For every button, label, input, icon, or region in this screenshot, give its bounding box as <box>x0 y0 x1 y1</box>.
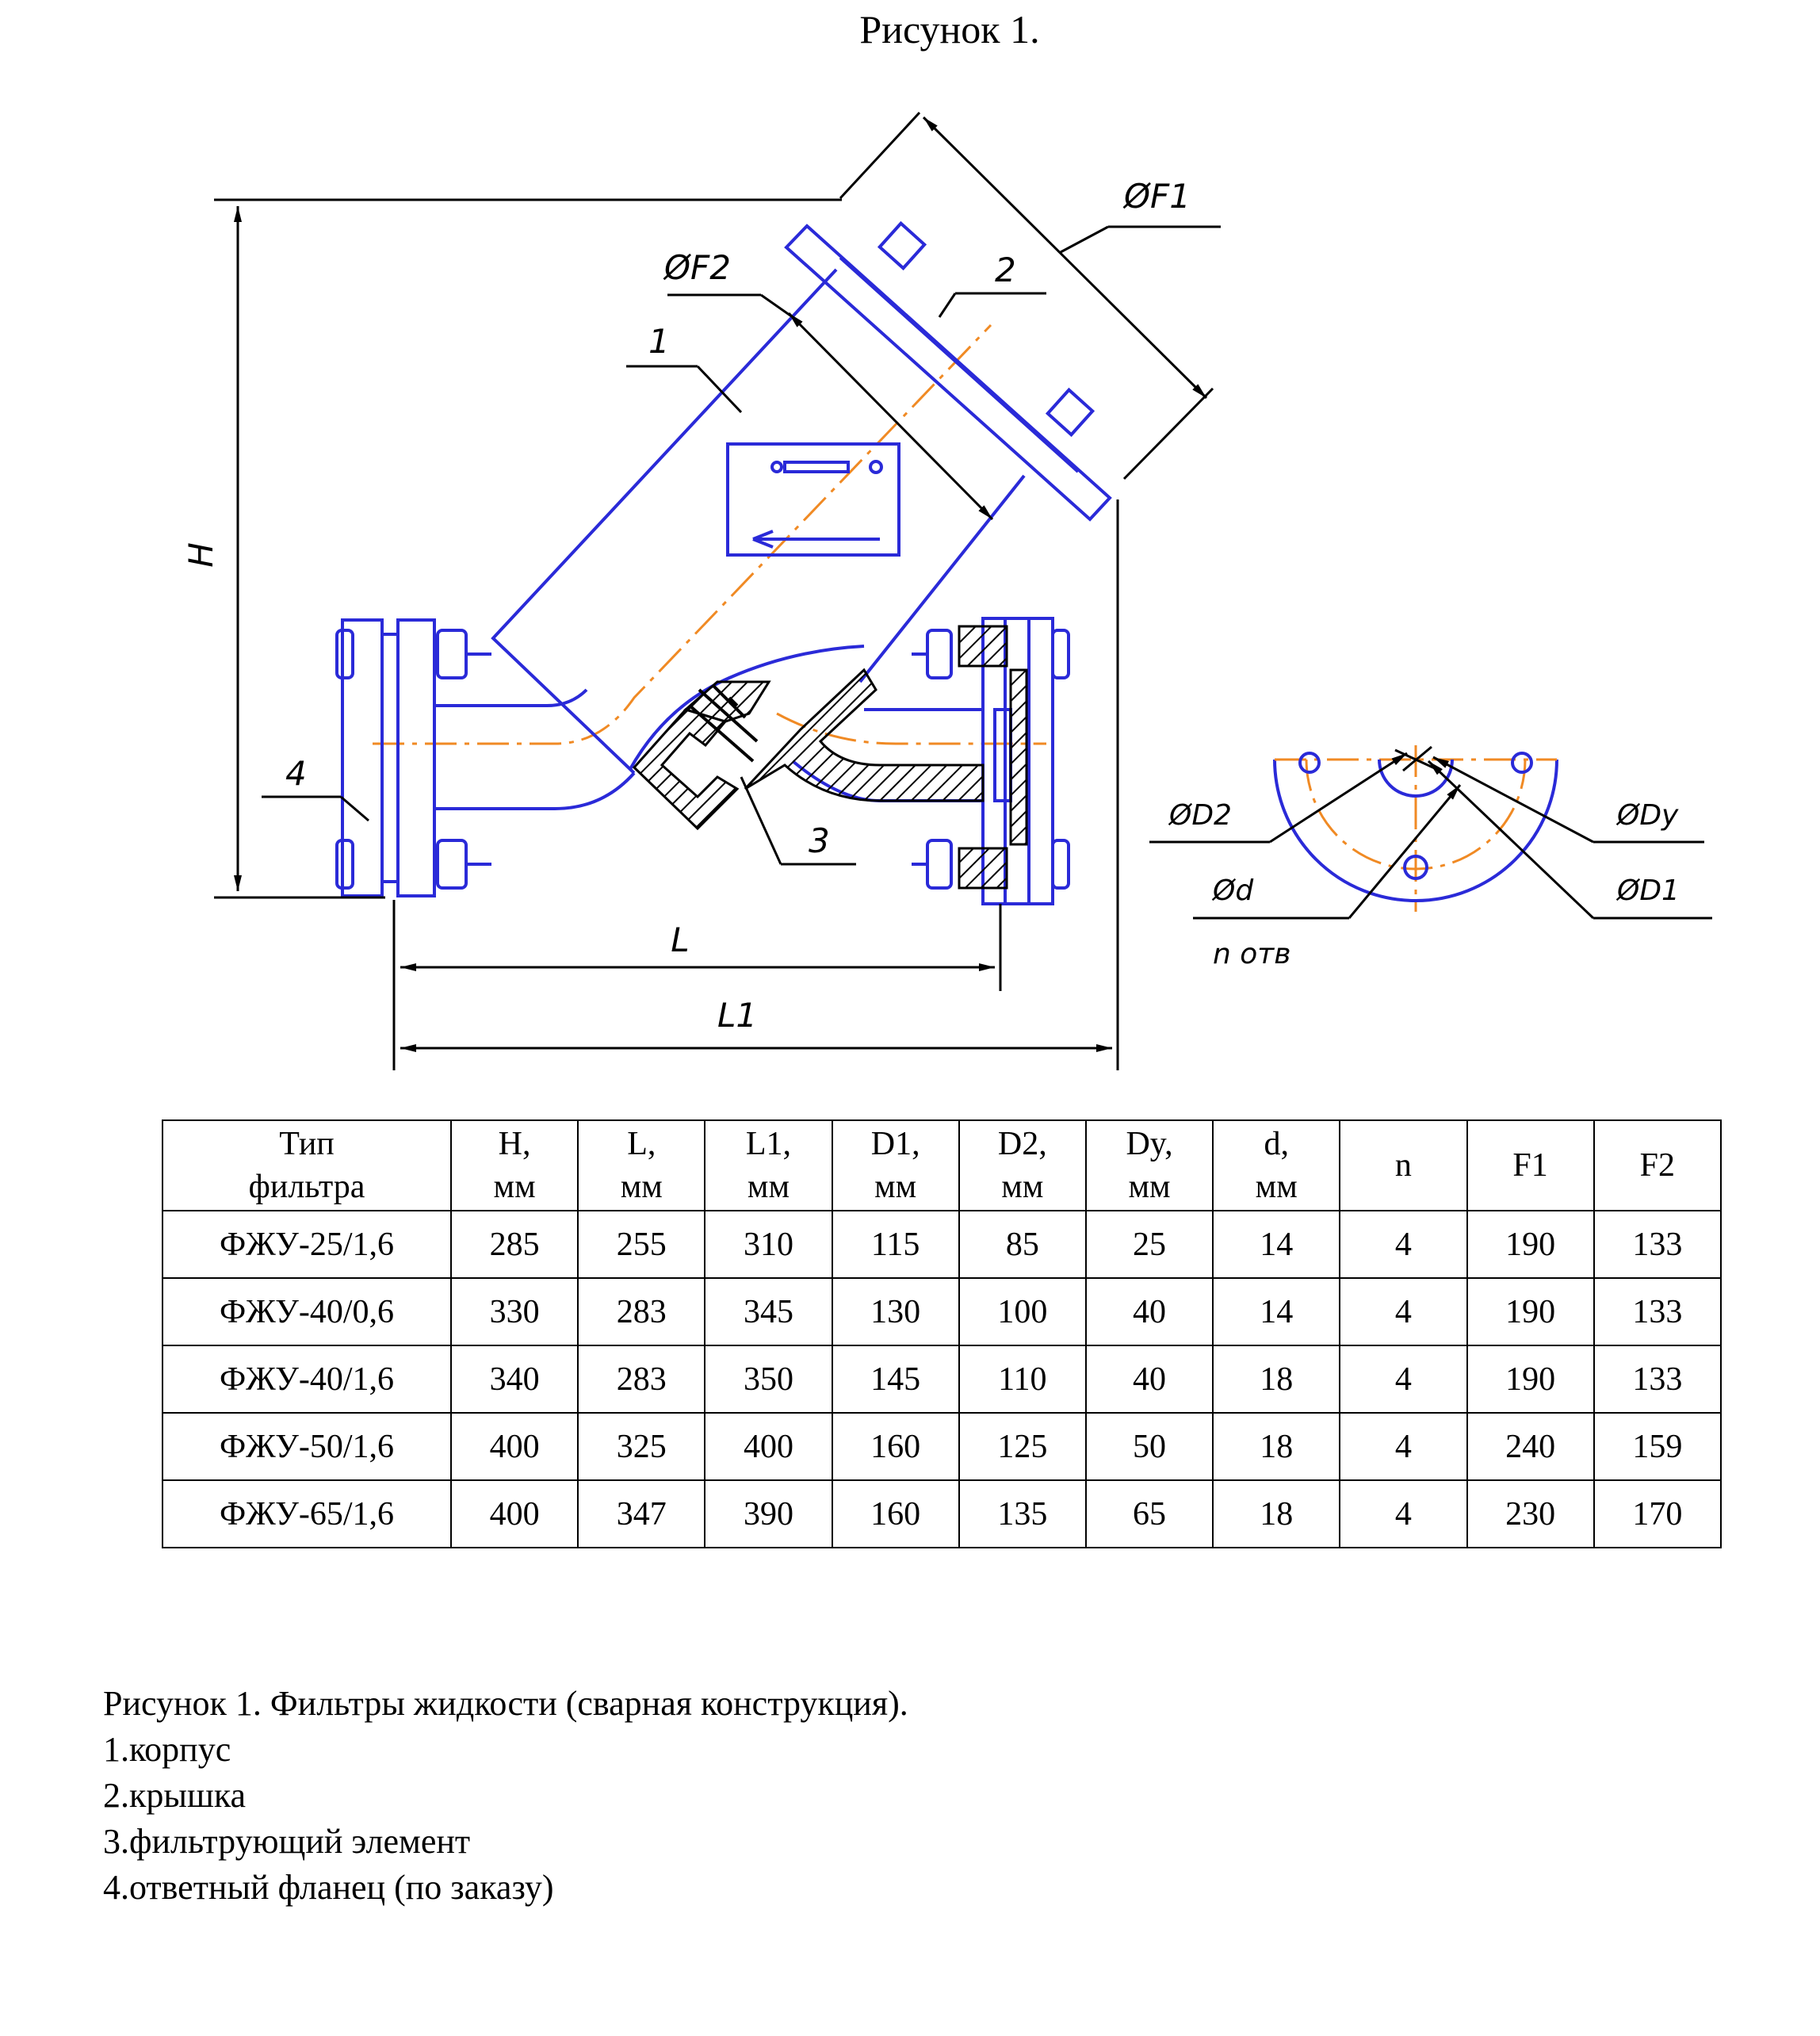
value-cell: 133 <box>1594 1211 1721 1278</box>
value-cell: 50 <box>1086 1413 1213 1480</box>
value-cell: 400 <box>705 1413 832 1480</box>
value-cell: 255 <box>578 1211 705 1278</box>
header-cell <box>959 1120 1086 1211</box>
value-cell: 4 <box>1340 1345 1466 1413</box>
header-cell <box>1594 1120 1721 1211</box>
value-cell: 25 <box>1086 1211 1213 1278</box>
value-cell: 110 <box>959 1345 1086 1413</box>
value-cell: 4 <box>1340 1480 1466 1548</box>
value-cell: 350 <box>705 1345 832 1413</box>
table-body <box>162 1211 1721 1548</box>
section-hatching <box>634 626 1027 888</box>
figure-title: Рисунок 1. <box>859 7 1040 52</box>
caption-item-1: 1.корпус <box>103 1730 231 1769</box>
value-cell: 125 <box>959 1413 1086 1480</box>
dim-label-h: H <box>182 542 220 568</box>
filter-type-cell: ФЖУ-50/1,6 <box>162 1413 451 1480</box>
value-cell: 85 <box>959 1211 1086 1278</box>
value-cell: 190 <box>1467 1278 1594 1345</box>
header-line-1: D1, <box>870 1126 920 1162</box>
header-cell <box>1340 1120 1466 1211</box>
header-line-1: d, <box>1264 1126 1289 1162</box>
header-line-1: F2 <box>1639 1147 1676 1184</box>
value-cell: 14 <box>1213 1211 1340 1278</box>
header-line-1: L, <box>627 1126 656 1162</box>
caption-item-4: 4.ответный фланец (по заказу) <box>103 1868 554 1907</box>
value-cell: 40 <box>1086 1278 1213 1345</box>
table-row <box>162 1480 1721 1548</box>
value-cell: 283 <box>578 1345 705 1413</box>
value-cell: 159 <box>1594 1413 1721 1480</box>
header-line-1: Dy, <box>1126 1126 1173 1162</box>
callout-3: 3 <box>809 821 830 860</box>
header-line-1: H, <box>498 1126 531 1162</box>
header-line-2: мм <box>747 1169 790 1205</box>
flange-detail-view <box>1275 745 1557 912</box>
table-header-row <box>162 1120 1721 1211</box>
value-cell: 133 <box>1594 1278 1721 1345</box>
header-line-2: мм <box>1255 1169 1298 1205</box>
callout-2: 2 <box>995 251 1016 289</box>
dim-label-n: n отв <box>1213 938 1291 970</box>
value-cell: 4 <box>1340 1278 1466 1345</box>
header-cell <box>832 1120 959 1211</box>
dim-label-d2: ØD2 <box>1169 799 1232 832</box>
dim-label-d1: ØD1 <box>1617 874 1680 907</box>
value-cell: 190 <box>1467 1211 1594 1278</box>
filter-type-cell: ФЖУ-65/1,6 <box>162 1480 451 1548</box>
spec-table <box>162 1119 1722 1548</box>
dim-label-l1: L1 <box>717 996 758 1035</box>
dim-label-d: Ød <box>1213 874 1254 907</box>
value-cell: 285 <box>451 1211 578 1278</box>
header-cell <box>451 1120 578 1211</box>
value-cell: 330 <box>451 1278 578 1345</box>
value-cell: 115 <box>832 1211 959 1278</box>
header-line-2: мм <box>493 1169 536 1205</box>
dimension-lines <box>214 113 1712 1070</box>
header-cell <box>1213 1120 1340 1211</box>
header-line-2: мм <box>1128 1169 1171 1205</box>
figure-caption <box>103 1681 908 1911</box>
table-row <box>162 1345 1721 1413</box>
callout-4: 4 <box>285 754 307 793</box>
value-cell: 190 <box>1467 1345 1594 1413</box>
value-cell: 283 <box>578 1278 705 1345</box>
value-cell: 340 <box>451 1345 578 1413</box>
value-cell: 135 <box>959 1480 1086 1548</box>
header-line-1: L1, <box>745 1126 792 1162</box>
value-cell: 160 <box>832 1413 959 1480</box>
value-cell: 230 <box>1467 1480 1594 1548</box>
filter-type-cell: ФЖУ-40/0,6 <box>162 1278 451 1345</box>
header-line-2: мм <box>1001 1169 1044 1205</box>
dim-label-dy: ØDy <box>1617 799 1679 832</box>
value-cell: 18 <box>1213 1345 1340 1413</box>
value-cell: 160 <box>832 1480 959 1548</box>
dim-label-f1: ØF1 <box>1124 177 1191 216</box>
value-cell: 100 <box>959 1278 1086 1345</box>
value-cell: 390 <box>705 1480 832 1548</box>
value-cell: 4 <box>1340 1413 1466 1480</box>
dim-label-l: L <box>671 920 690 959</box>
drawing-labels <box>182 177 1680 1035</box>
value-cell: 133 <box>1594 1345 1721 1413</box>
header-line-2: мм <box>620 1169 663 1205</box>
caption-item-2: 2.крышка <box>103 1776 247 1815</box>
value-cell: 325 <box>578 1413 705 1480</box>
header-line-2: мм <box>874 1169 917 1205</box>
value-cell: 18 <box>1213 1480 1340 1548</box>
caption-item-3: 3.фильтрующий элемент <box>103 1822 471 1861</box>
value-cell: 400 <box>451 1413 578 1480</box>
table-row <box>162 1211 1721 1278</box>
header-line-1: F1 <box>1512 1147 1548 1184</box>
value-cell: 4 <box>1340 1211 1466 1278</box>
header-line-1: D2, <box>997 1126 1047 1162</box>
value-cell: 345 <box>705 1278 832 1345</box>
header-cell <box>705 1120 832 1211</box>
header-cell <box>1086 1120 1213 1211</box>
value-cell: 170 <box>1594 1480 1721 1548</box>
value-cell: 40 <box>1086 1345 1213 1413</box>
header-cell <box>578 1120 705 1211</box>
header-line-2: фильтра <box>248 1169 365 1205</box>
callout-1: 1 <box>648 322 670 361</box>
value-cell: 240 <box>1467 1413 1594 1480</box>
header-line-1: n <box>1394 1147 1412 1184</box>
value-cell: 347 <box>578 1480 705 1548</box>
value-cell: 130 <box>832 1278 959 1345</box>
filter-type-cell: ФЖУ-25/1,6 <box>162 1211 451 1278</box>
value-cell: 400 <box>451 1480 578 1548</box>
header-cell <box>162 1120 451 1211</box>
value-cell: 18 <box>1213 1413 1340 1480</box>
dim-label-f2: ØF2 <box>664 248 731 287</box>
filter-type-cell: ФЖУ-40/1,6 <box>162 1345 451 1413</box>
value-cell: 310 <box>705 1211 832 1278</box>
caption-title: Рисунок 1. Фильтры жидкости (сварная конструкция). <box>103 1684 908 1723</box>
value-cell: 145 <box>832 1345 959 1413</box>
header-line-1: Тип <box>279 1126 335 1162</box>
table-row <box>162 1413 1721 1480</box>
header-cell <box>1467 1120 1594 1211</box>
table-row <box>162 1278 1721 1345</box>
value-cell: 65 <box>1086 1480 1213 1548</box>
value-cell: 14 <box>1213 1278 1340 1345</box>
